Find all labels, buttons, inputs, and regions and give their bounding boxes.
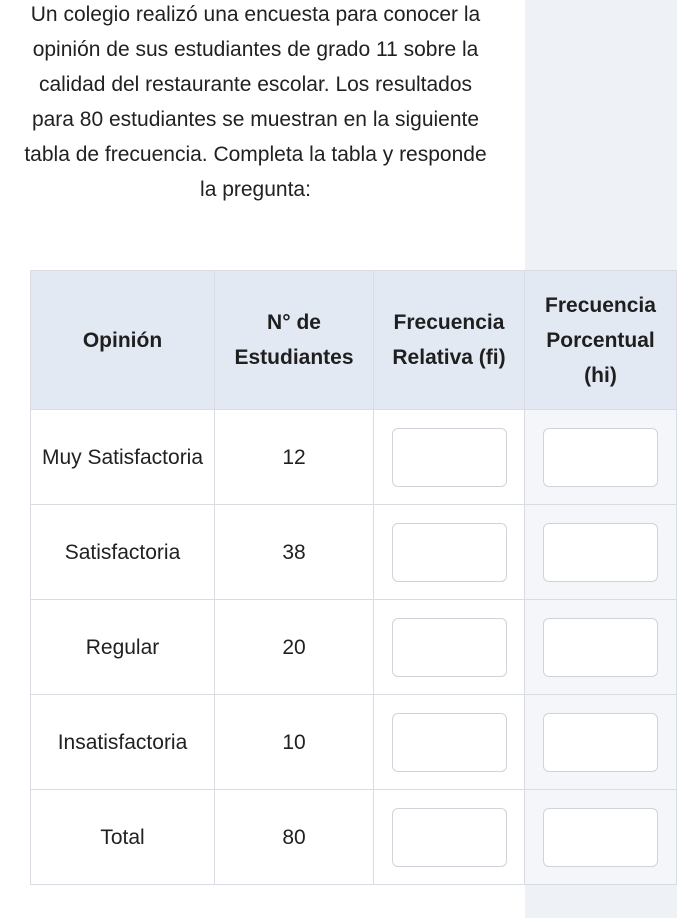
table-row-total (31, 790, 677, 885)
header-percent-frequency: Frecuencia Porcentual (hi) (525, 271, 677, 410)
fi-cell (374, 695, 525, 790)
opinion-cell: Insatisfactoria (31, 695, 215, 790)
fi-input[interactable] (392, 618, 507, 677)
opinion-cell: Satisfactoria (31, 505, 215, 600)
hi-input[interactable] (543, 808, 658, 867)
problem-statement: Un colegio realizó una encuesta para conocer la opinión de sus estudiantes de grado 11 sobre la calidad del restaurante escolar. Los resultados para 80 estudiantes se muestran en la siguiente tabla de frecuencia. Completa la tabla y responde la pregunta: (24, 3, 487, 201)
hi-cell (525, 410, 677, 505)
students-cell: 80 (215, 790, 374, 885)
hi-cell (525, 505, 677, 600)
opinion-cell: Regular (31, 600, 215, 695)
students-cell: 12 (215, 410, 374, 505)
header-students: N° de Estudiantes (215, 271, 374, 410)
table-row (31, 410, 677, 505)
hi-cell (525, 790, 677, 885)
fi-input[interactable] (392, 523, 507, 582)
students-cell: 10 (215, 695, 374, 790)
fi-cell (374, 505, 525, 600)
hi-input[interactable] (543, 713, 658, 772)
table-row (31, 505, 677, 600)
table-header-row (31, 271, 677, 410)
fi-cell (374, 790, 525, 885)
table-row (31, 600, 677, 695)
fi-cell (374, 600, 525, 695)
students-cell: 38 (215, 505, 374, 600)
fi-input[interactable] (392, 808, 507, 867)
hi-cell (525, 600, 677, 695)
students-cell: 20 (215, 600, 374, 695)
hi-input[interactable] (543, 618, 658, 677)
frequency-table (30, 270, 677, 885)
table-row (31, 695, 677, 790)
hi-input[interactable] (543, 428, 658, 487)
opinion-cell: Muy Satisfactoria (31, 410, 215, 505)
header-relative-frequency: Frecuencia Relativa (fi) (374, 271, 525, 410)
hi-input[interactable] (543, 523, 658, 582)
fi-input[interactable] (392, 428, 507, 487)
fi-cell (374, 410, 525, 505)
fi-input[interactable] (392, 713, 507, 772)
hi-cell (525, 695, 677, 790)
header-opinion: Opinión (31, 271, 215, 410)
opinion-cell: Total (31, 790, 215, 885)
